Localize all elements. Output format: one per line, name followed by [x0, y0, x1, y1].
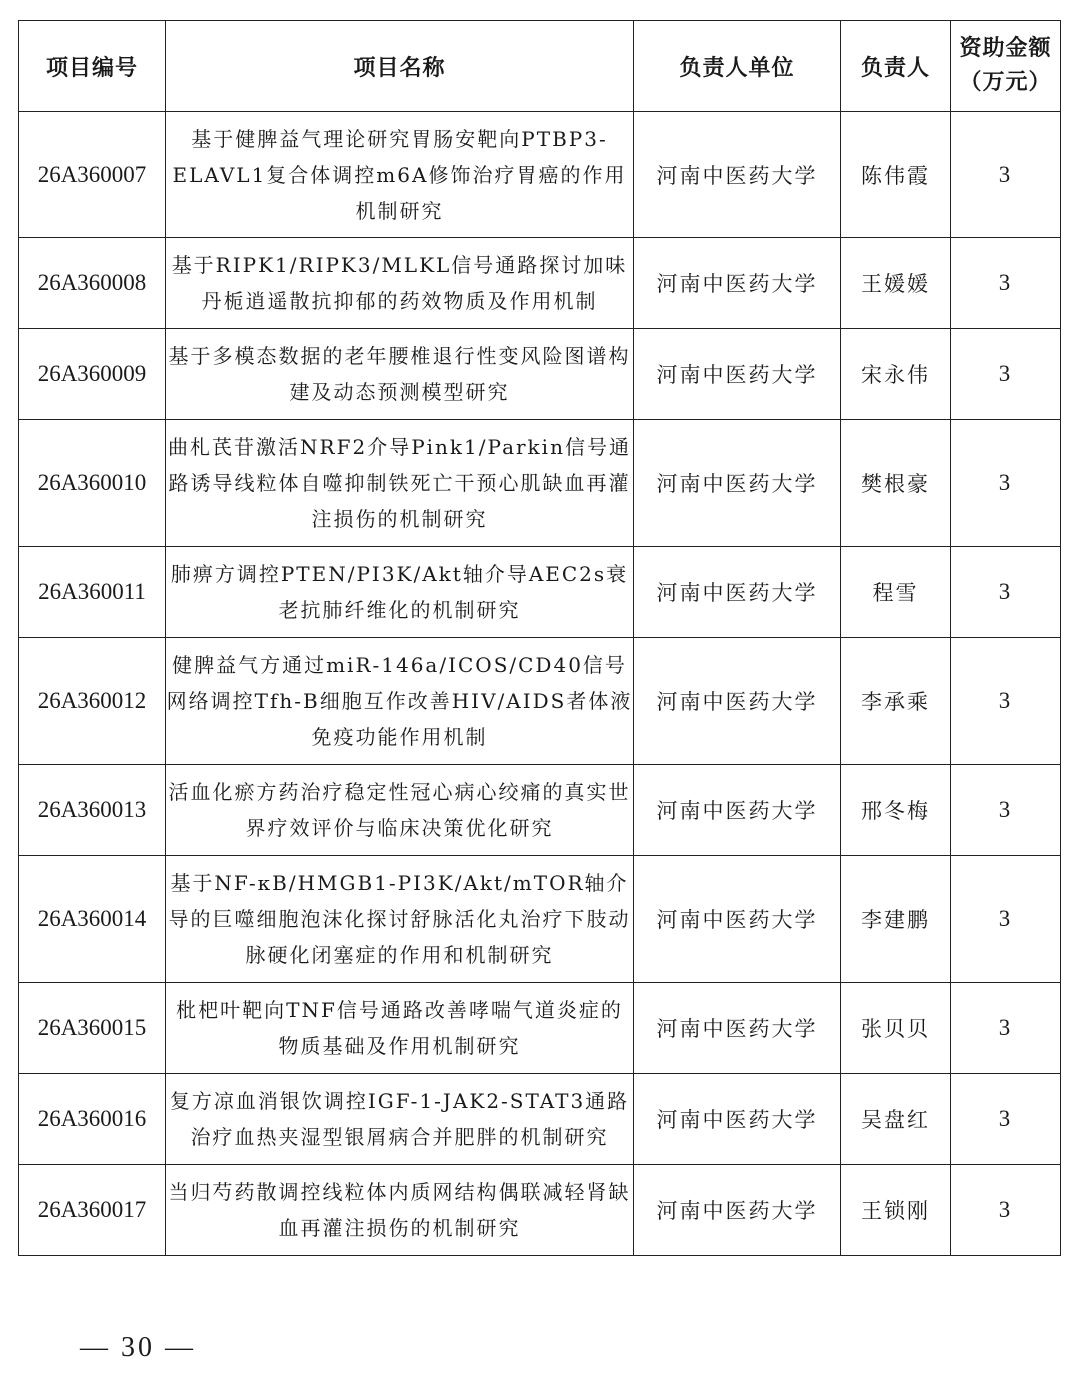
table-row [19, 1074, 1061, 1165]
table-row [19, 420, 1061, 547]
project-code: 26A360013 [19, 765, 166, 856]
project-leader: 李承乘 [841, 638, 951, 765]
project-code: 26A360007 [19, 112, 166, 238]
project-unit: 河南中医药大学 [634, 329, 841, 420]
header-row [19, 21, 1061, 112]
project-code: 26A360008 [19, 238, 166, 329]
project-amount: 3 [951, 638, 1061, 765]
header-amount [951, 21, 1061, 112]
project-code: 26A360015 [19, 983, 166, 1074]
project-name: 枇杷叶靶向TNF信号通路改善哮喘气道炎症的物质基础及作用机制研究 [166, 983, 634, 1074]
header-amount-line2: （万元） [959, 70, 1052, 95]
grant-table [18, 20, 1061, 1256]
header-amount-line1: 资助金额 [959, 36, 1052, 61]
project-amount: 3 [951, 1165, 1061, 1256]
table-row [19, 238, 1061, 329]
header-name: 项目名称 [166, 21, 634, 112]
project-amount: 3 [951, 547, 1061, 638]
project-name: 曲札芪苷激活NRF2介导Pink1/Parkin信号通路诱导线粒体自噬抑制铁死亡干预心肌缺血再灌注损伤的机制研究 [166, 420, 634, 547]
project-amount: 3 [951, 856, 1061, 983]
project-code: 26A360009 [19, 329, 166, 420]
table-row [19, 983, 1061, 1074]
project-name: 健脾益气方通过miR-146a/ICOS/CD40信号网络调控Tfh-B细胞互作改善HIV/AIDS者体液免疫功能作用机制 [166, 638, 634, 765]
table-row [19, 547, 1061, 638]
project-leader: 李建鹏 [841, 856, 951, 983]
project-amount: 3 [951, 983, 1061, 1074]
table-row [19, 1165, 1061, 1256]
table-row [19, 638, 1061, 765]
project-amount: 3 [951, 765, 1061, 856]
project-code: 26A360016 [19, 1074, 166, 1165]
project-name: 当归芍药散调控线粒体内质网结构偶联减轻肾缺血再灌注损伤的机制研究 [166, 1165, 634, 1256]
project-code: 26A360010 [19, 420, 166, 547]
project-leader: 陈伟霞 [841, 112, 951, 238]
project-unit: 河南中医药大学 [634, 638, 841, 765]
project-amount: 3 [951, 112, 1061, 238]
header-leader: 负责人 [841, 21, 951, 112]
project-leader: 王媛媛 [841, 238, 951, 329]
project-leader: 程雪 [841, 547, 951, 638]
project-amount: 3 [951, 238, 1061, 329]
project-unit: 河南中医药大学 [634, 112, 841, 238]
project-name: 活血化瘀方药治疗稳定性冠心病心绞痛的真实世界疗效评价与临床决策优化研究 [166, 765, 634, 856]
project-unit: 河南中医药大学 [634, 238, 841, 329]
project-amount: 3 [951, 1074, 1061, 1165]
project-unit: 河南中医药大学 [634, 420, 841, 547]
project-name: 基于NF-κB/HMGB1-PI3K/Akt/mTOR轴介导的巨噬细胞泡沫化探讨舒脉活化丸治疗下肢动脉硬化闭塞症的作用和机制研究 [166, 856, 634, 983]
project-leader: 宋永伟 [841, 329, 951, 420]
project-unit: 河南中医药大学 [634, 856, 841, 983]
project-code: 26A360011 [19, 547, 166, 638]
table-row [19, 765, 1061, 856]
project-amount: 3 [951, 329, 1061, 420]
project-leader: 樊根豪 [841, 420, 951, 547]
project-name: 基于RIPK1/RIPK3/MLKL信号通路探讨加味丹栀逍遥散抗抑郁的药效物质及作用机制 [166, 238, 634, 329]
project-leader: 吴盘红 [841, 1074, 951, 1165]
project-amount: 3 [951, 420, 1061, 547]
project-unit: 河南中医药大学 [634, 983, 841, 1074]
page-number: — 30 — [80, 1332, 196, 1363]
project-leader: 张贝贝 [841, 983, 951, 1074]
header-unit: 负责人单位 [634, 21, 841, 112]
project-name: 基于多模态数据的老年腰椎退行性变风险图谱构建及动态预测模型研究 [166, 329, 634, 420]
header-code: 项目编号 [19, 21, 166, 112]
project-unit: 河南中医药大学 [634, 547, 841, 638]
table-row [19, 856, 1061, 983]
table-row [19, 329, 1061, 420]
project-code: 26A360017 [19, 1165, 166, 1256]
project-unit: 河南中医药大学 [634, 1165, 841, 1256]
project-code: 26A360012 [19, 638, 166, 765]
project-unit: 河南中医药大学 [634, 765, 841, 856]
project-leader: 王锁刚 [841, 1165, 951, 1256]
project-name: 肺痹方调控PTEN/PI3K/Akt轴介导AEC2s衰老抗肺纤维化的机制研究 [166, 547, 634, 638]
project-name: 复方凉血消银饮调控IGF-1-JAK2-STAT3通路治疗血热夹湿型银屑病合并肥胖的机制研究 [166, 1074, 634, 1165]
project-name: 基于健脾益气理论研究胃肠安靶向PTBP3-ELAVL1复合体调控m6A修饰治疗胃癌的作用机制研究 [166, 112, 634, 238]
project-leader: 邢冬梅 [841, 765, 951, 856]
project-unit: 河南中医药大学 [634, 1074, 841, 1165]
table-row [19, 112, 1061, 238]
project-code: 26A360014 [19, 856, 166, 983]
